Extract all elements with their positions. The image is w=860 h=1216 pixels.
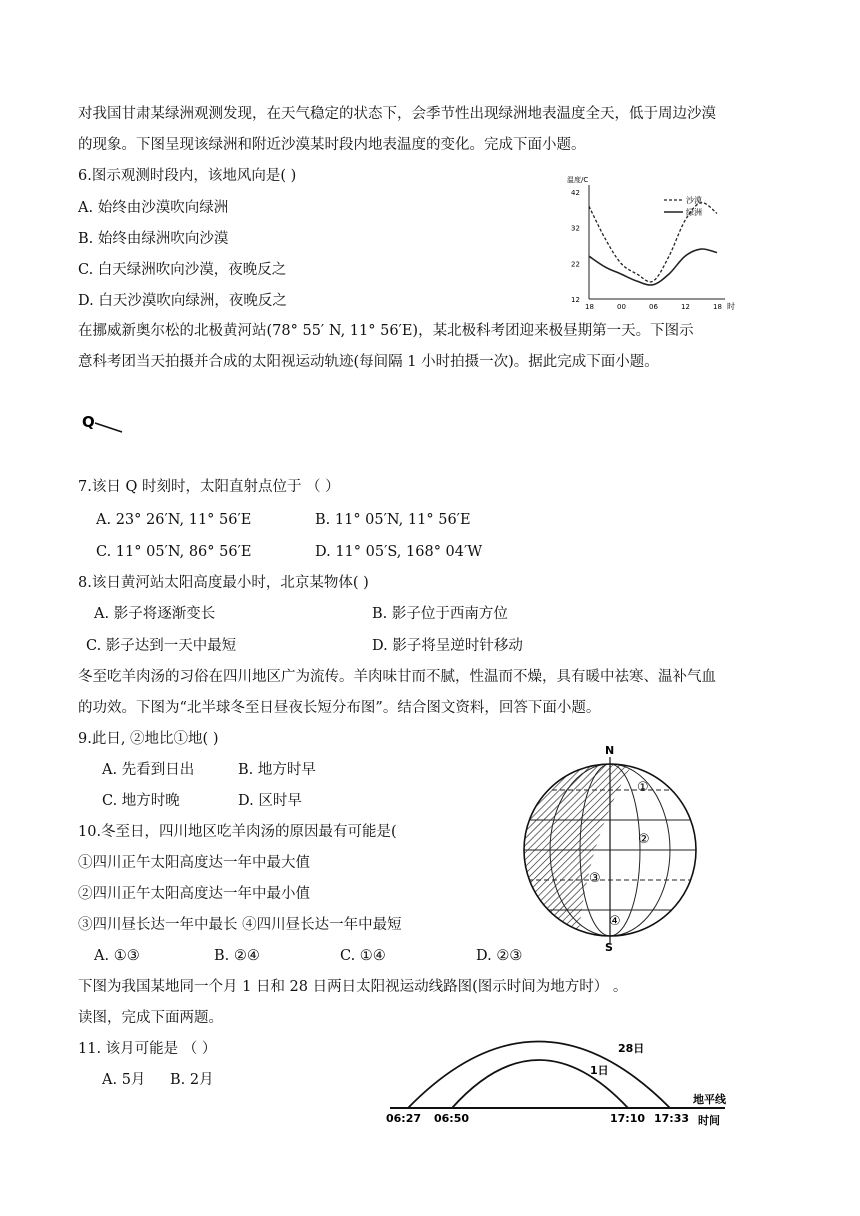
- question-9-option-a: A. 先看到日出: [102, 762, 195, 778]
- x-tick-label: 18: [585, 303, 594, 311]
- question-11-option-a: A. 5月: [102, 1072, 146, 1088]
- sun-intro-line1: 在挪威新奥尔松的北极黄河站(78° 55′ N, 11° 56′E)，某北极科考团迎来极昼期第一天。下图示: [78, 323, 694, 339]
- sun-path-arc-figure: [380, 1010, 750, 1130]
- time-0627: 06:27: [386, 1112, 422, 1125]
- x-tick-label: 06: [649, 303, 658, 311]
- oasis-series-line: [589, 249, 717, 285]
- question-11-option-b: B. 2月: [170, 1072, 214, 1088]
- question-7: 7.该日 Q 时刻时，太阳直射点位于 （ ）: [78, 479, 340, 495]
- question-9-option-b: B. 地方时早: [238, 762, 316, 778]
- question-6-option-c: C. 白天绿洲吹向沙漠，夜晚反之: [78, 262, 287, 278]
- horizon-label: 地平线: [693, 1093, 726, 1106]
- temperature-chart: [565, 170, 765, 315]
- question-7-option-a: A. 23° 26′N, 11° 56′E: [96, 512, 252, 528]
- question-6-option-a: A. 始终由沙漠吹向绿洲: [78, 200, 229, 216]
- time-0650: 06:50: [434, 1112, 470, 1125]
- question-6-option-b: B. 始终由绿洲吹向沙漠: [78, 231, 229, 247]
- statement-2: ②四川正午太阳高度达一年中最小值: [78, 886, 310, 902]
- chart-ylabel: 温度/C: [567, 176, 589, 184]
- question-8-option-b: B. 影子位于西南方位: [372, 606, 508, 622]
- question-8-option-a: A. 影子将逐渐变长: [94, 606, 216, 622]
- question-9: 9.此日, ②地比①地( ): [78, 731, 219, 747]
- solstice-intro-line2: 的功效。下图为“北半球冬至日昼夜长短分布图”。结合图文资料，回答下面小题。: [78, 700, 601, 716]
- question-9-option-c: C. 地方时晚: [102, 793, 180, 809]
- globe-north-label: N: [605, 744, 615, 757]
- path-intro-line2: 读图，完成下面两题。: [78, 1010, 223, 1026]
- globe-south-label: S: [605, 941, 613, 954]
- question-7-option-d: D. 11° 05′S, 168° 04′W: [315, 544, 483, 560]
- globe-point-1: ①: [637, 780, 649, 795]
- question-10-option-b: B. ②④: [214, 948, 260, 964]
- question-7-option-b: B. 11° 05′N, 11° 56′E: [315, 512, 471, 528]
- sun-intro-line2: 意科考团当天拍摄并合成的太阳视运动轨迹(每间隔 1 小时拍摄一次)。据此完成下面小题。: [78, 354, 659, 370]
- question-10-option-d: D. ②③: [476, 948, 523, 964]
- globe-point-2: ②: [638, 832, 650, 847]
- statement-1: ①四川正午太阳高度达一年中最大值: [78, 855, 310, 871]
- oasis-intro-line2: 的现象。下图呈现该绿洲和附近沙漠某时段内地表温度的变化。完成下面小题。: [78, 137, 586, 153]
- y-tick-label: 32: [571, 224, 580, 233]
- statement-3-4: ③四川昼长达一年中最长 ④四川昼长达一年中最短: [78, 917, 402, 933]
- globe-point-3: ③: [589, 871, 601, 886]
- question-7-option-c: C. 11° 05′N, 86° 56′E: [96, 544, 252, 560]
- solstice-intro-line1: 冬至吃羊肉汤的习俗在四川地区广为流传。羊肉味甘而不腻，性温而不燥，具有暖中祛寒、温补气血: [78, 669, 716, 685]
- legend-oasis: 绿洲: [686, 208, 702, 217]
- legend-desert: 沙漠: [686, 196, 702, 205]
- time-1710: 17:10: [610, 1112, 646, 1125]
- x-tick-label: 00: [617, 303, 626, 311]
- time-axis-label: 时间: [698, 1114, 720, 1127]
- question-8: 8.该日黄河站太阳高度最小时，北京某物体( ): [78, 575, 369, 591]
- question-6: 6.图示观测时段内，该地风向是( ): [78, 168, 297, 184]
- x-tick-label: 18: [713, 303, 722, 311]
- solstice-globe-figure: [510, 740, 710, 955]
- y-tick-label: 42: [571, 189, 580, 197]
- path-intro-line1: 下图为我国某地同一个月 1 日和 28 日两日太阳视运动线路图(图示时间为地方时） 。: [78, 979, 628, 995]
- oasis-intro-line1: 对我国甘肃某绿洲观测发现，在天气稳定的状态下，会季节性出现绿洲地表温度全天，低于周边沙漠: [78, 106, 716, 122]
- label-28th: 28日: [618, 1042, 645, 1055]
- y-tick-label: 22: [571, 260, 580, 269]
- question-8-option-c: C. 影子达到一天中最短: [86, 638, 237, 654]
- question-10-option-c: C. ①④: [340, 948, 386, 964]
- question-10-option-a: A. ①③: [94, 948, 140, 964]
- x-tick-label: 12: [681, 303, 690, 311]
- time-1733: 17:33: [654, 1112, 690, 1125]
- question-6-option-d: D. 白天沙漠吹向绿洲，夜晚反之: [78, 293, 287, 309]
- question-9-option-d: D. 区时早: [238, 793, 302, 809]
- question-11: 11. 该月可能是 （ ）: [78, 1041, 217, 1057]
- q-point-label: Q: [82, 413, 95, 431]
- chart-x-unit: 时: [727, 302, 735, 311]
- question-10: 10.冬至日，四川地区吃羊肉汤的原因最有可能是(: [78, 824, 397, 840]
- sun-track-figure: [78, 385, 618, 470]
- label-1st: 1日: [590, 1064, 609, 1077]
- question-8-option-d: D. 影子将呈逆时针移动: [372, 638, 523, 654]
- globe-point-4: ④: [609, 914, 621, 929]
- y-tick-label: 12: [571, 296, 580, 304]
